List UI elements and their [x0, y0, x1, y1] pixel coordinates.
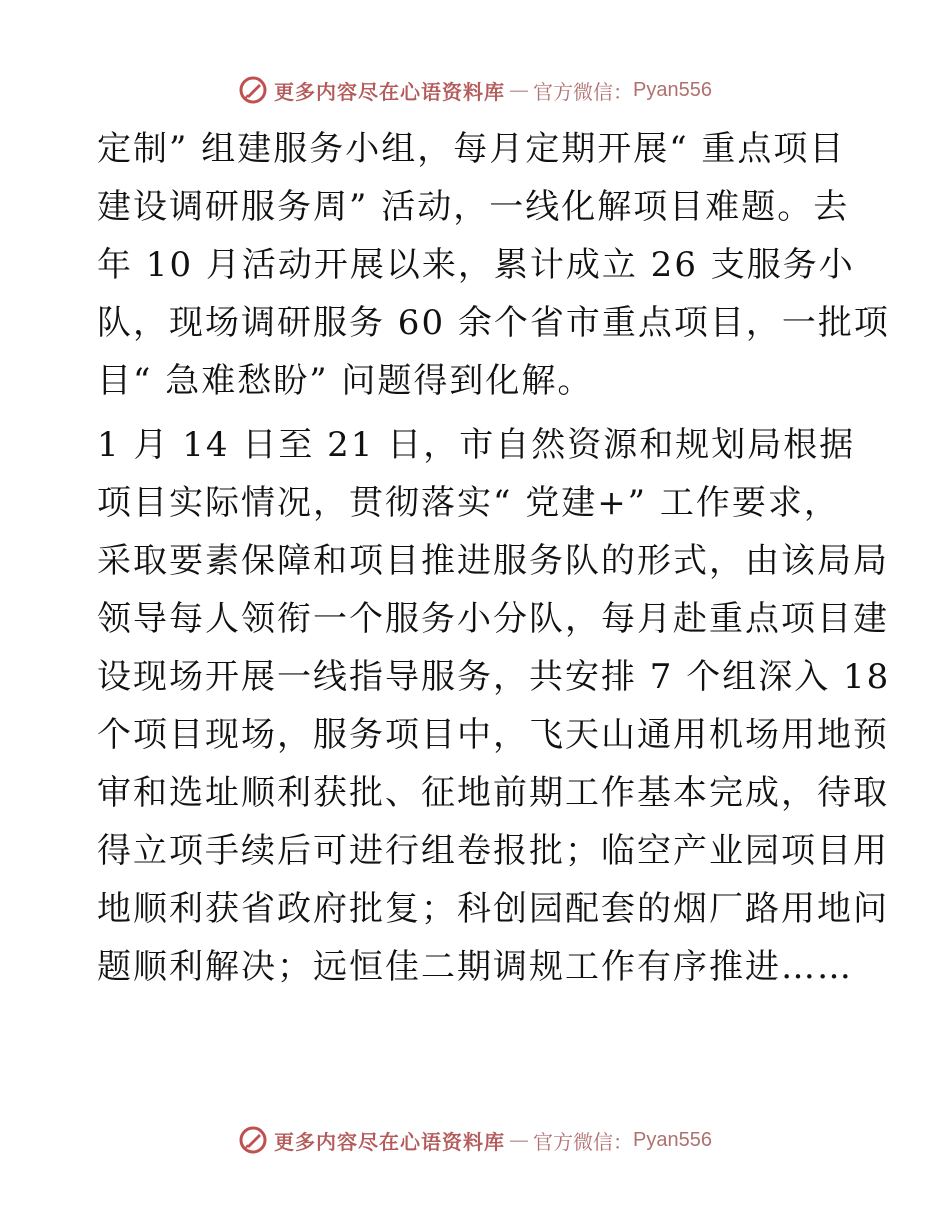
text-line: 项目实际情况，贯彻落实“ 党建+” 工作要求，: [97, 483, 840, 523]
text-line: 1 月 14 日至 21 日，市自然资源和规划局根据: [97, 425, 856, 465]
text-line: 队，现场调研服务 60 余个省市重点项目，一批项: [97, 303, 890, 343]
footer-watermark: [0, 1120, 950, 1160]
header-separator: —: [509, 78, 530, 102]
text-line: 审和选址顺利获批、征地前期工作基本完成，待取: [97, 773, 889, 813]
text-line: 采取要素保障和项目推进服务队的形式，由该局局: [97, 541, 889, 581]
footer-wechat-id: Pyan556: [633, 1128, 712, 1151]
header-wechat-label: 官方微信：: [533, 79, 634, 104]
paragraph-1: [97, 120, 890, 410]
text-line: 题顺利解决；远恒佳二期调规工作有序推进……: [97, 947, 853, 987]
header-wechat-id: Pyan556: [633, 78, 712, 101]
header-brand: 更多内容尽在心语资料库: [274, 79, 506, 104]
text-line: 目“ 急难愁盼” 问题得到化解。: [97, 361, 594, 401]
footer-separator: —: [509, 1128, 530, 1152]
document-body: [97, 120, 891, 996]
text-line: 设现场开展一线指导服务，共安排 7 个组深入 18: [97, 657, 891, 697]
paragraph-2: [97, 416, 891, 996]
text-line: 领导每人领衔一个服务小分队，每月赴重点项目建: [97, 599, 889, 639]
text-line: 个项目现场，服务项目中，飞天山通用机场用地预: [97, 715, 889, 755]
footer-brand: 更多内容尽在心语资料库: [274, 1129, 506, 1154]
header-watermark: [0, 70, 950, 110]
text-line: 得立项手续后可进行组卷报批；临空产业园项目用: [97, 831, 889, 871]
text-line: 定制” 组建服务小组，每月定期开展“ 重点项目: [97, 129, 846, 169]
footer-wechat-label: 官方微信：: [533, 1129, 634, 1154]
text-line: 年 10 月活动开展以来，累计成立 26 支服务小: [97, 245, 855, 285]
text-line: 建设调研服务周” 活动，一线化解项目难题。去: [97, 187, 850, 227]
text-line: 地顺利获省政府批复；科创园配套的烟厂路用地问: [97, 889, 889, 929]
quill-logo-icon: [238, 75, 268, 105]
quill-logo-icon: [238, 1125, 268, 1155]
